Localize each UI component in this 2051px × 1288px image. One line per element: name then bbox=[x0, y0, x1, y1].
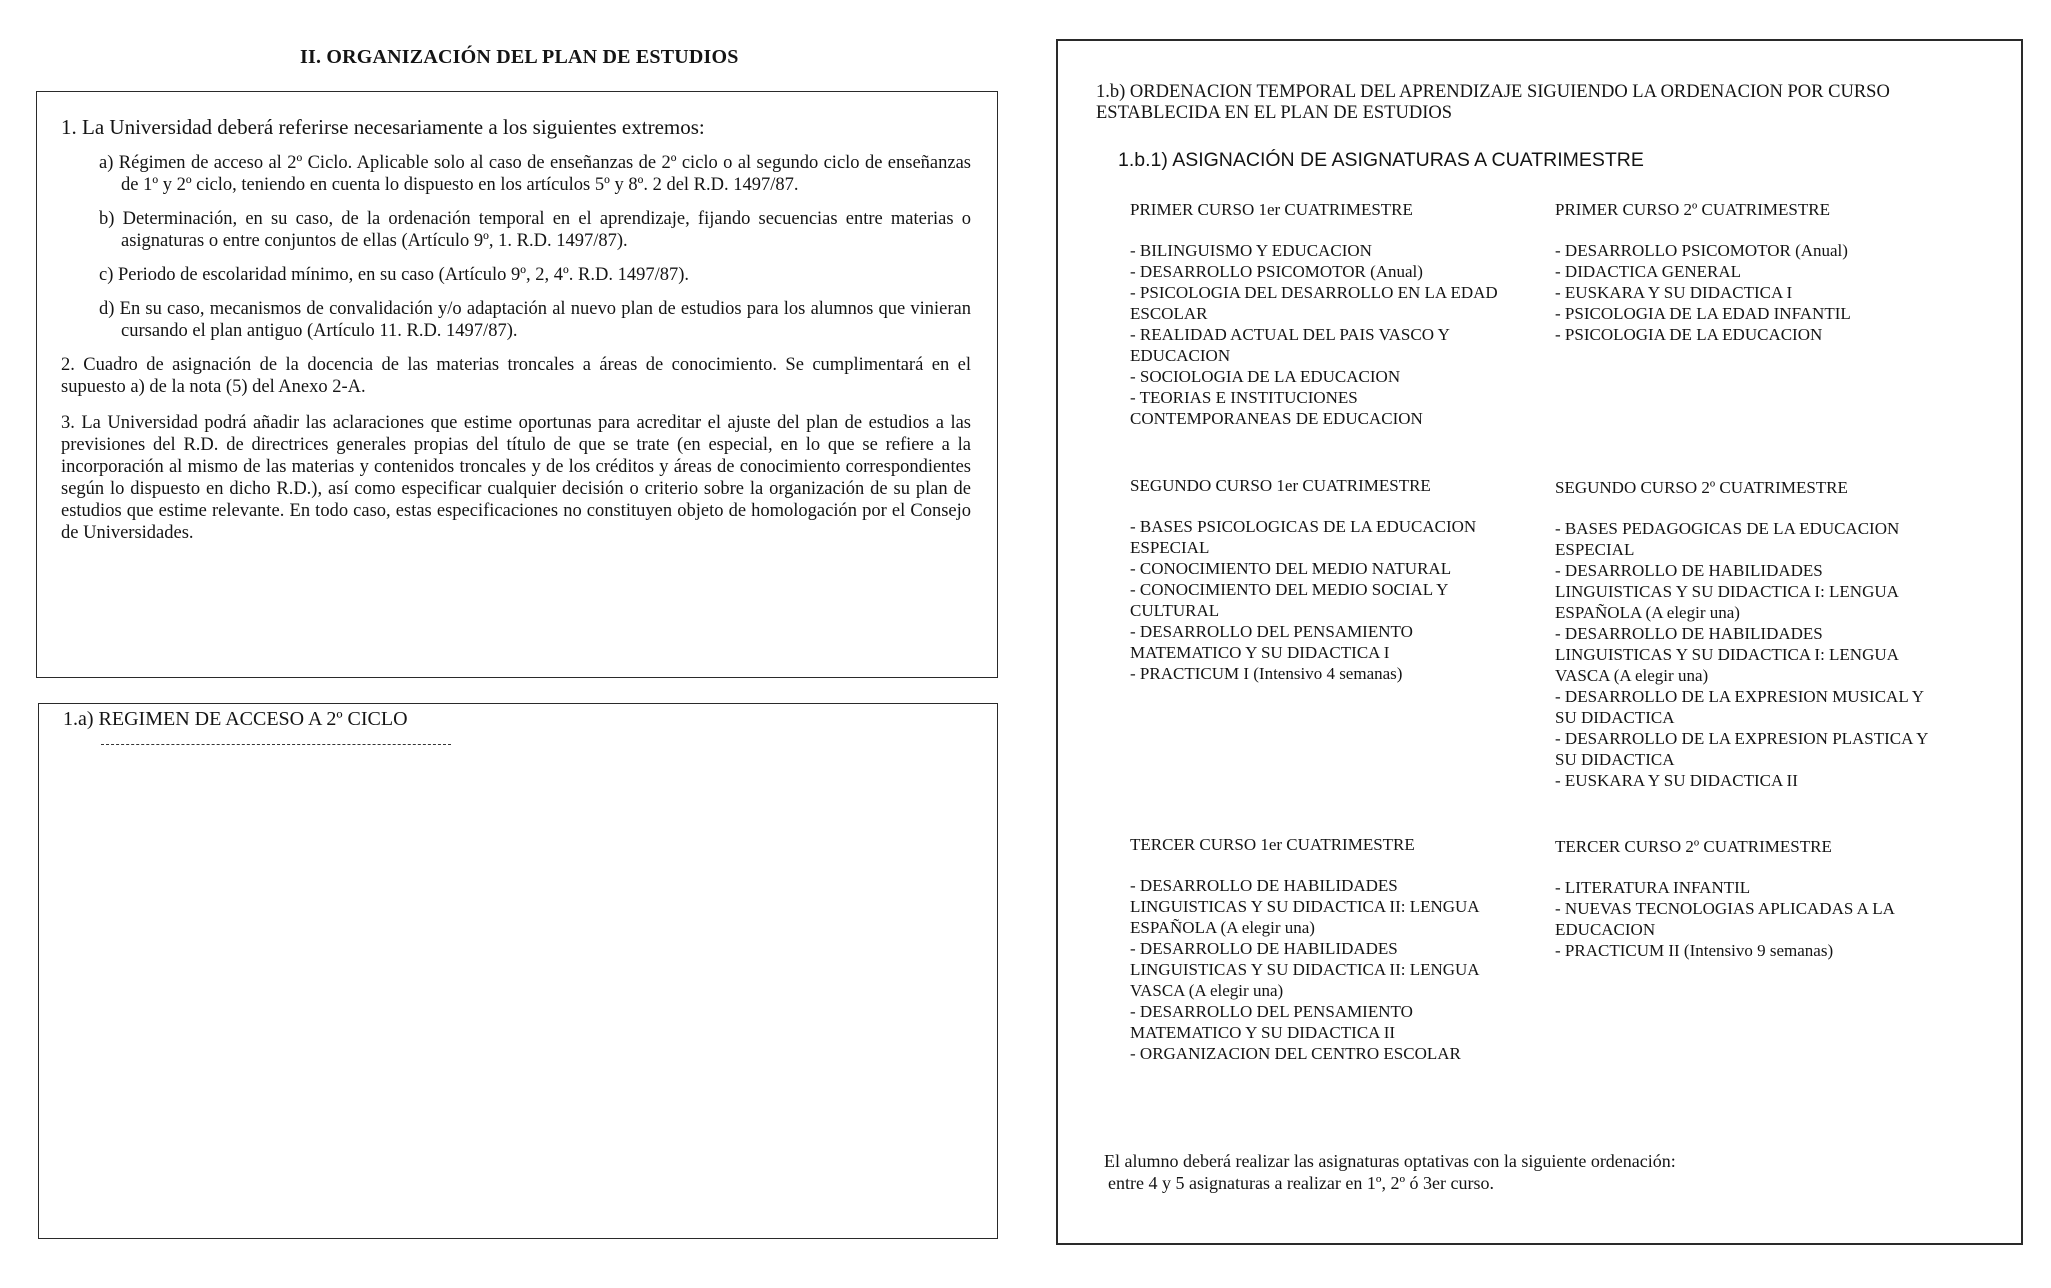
subject-list: - BASES PSICOLOGICAS DE LA EDUCACION ESPECIAL - CONOCIMIENTO DEL MEDIO NATURAL - CONOCIMIENTO DEL MEDIO SOCIAL Y CULTURAL - DESARROLLO DEL PENSAMIENTO MATEMATICO Y SU DIDACTICA I - PRACTICUM I (Intensivo 4 semanas) bbox=[1130, 517, 1477, 683]
semester-block bbox=[1130, 199, 1515, 429]
semester-block bbox=[1130, 475, 1515, 684]
dashed-divider bbox=[101, 744, 451, 745]
item-text: Régimen de acceso al 2º Ciclo. Aplicable solo al caso de enseñanzas de 2º ciclo o al segundo ciclo de enseñanzas de 1º y 2º ciclo, teniendo en cuenta lo dispuesto en los artículos 5º y 8º. 2 del R.D. 1497/87. bbox=[118, 153, 971, 195]
list-item bbox=[99, 298, 971, 342]
semester-title: SEGUNDO CURSO 2º CUATRIMESTRE bbox=[1555, 478, 1848, 497]
list-item bbox=[99, 152, 971, 196]
item-label: a) bbox=[99, 153, 114, 173]
section-heading bbox=[1096, 82, 1976, 124]
instructions-box bbox=[36, 91, 998, 678]
item-text: Periodo de escolaridad mínimo, en su caso (Artículo 9º, 2, 4º. R.D. 1497/87). bbox=[118, 265, 689, 285]
paragraph-2: 2. Cuadro de asignación de la docencia de las materias troncales a áreas de conocimiento. Se cumplimentará en el supuesto a) de la nota (5) del Anexo 2-A. bbox=[61, 355, 971, 397]
item-label: c) bbox=[99, 265, 114, 285]
subject-list: - DESARROLLO DE HABILIDADES LINGUISTICAS Y SU DIDACTICA II: LENGUA ESPAÑOLA (A elegir una) - DESARROLLO DE HABILIDADES LINGUISTICAS Y SU DIDACTICA II: LENGUA VASCA (A elegir una) - DESARROLLO DEL PENSAMIENTO MATEMATICO Y SU DIDACTICA II - ORGANIZACION DEL CENTRO ESCOLAR bbox=[1130, 876, 1479, 1063]
semester-title: PRIMER CURSO 2º CUATRIMESTRE bbox=[1555, 200, 1830, 219]
page-title: II. ORGANIZACIÓN DEL PLAN DE ESTUDIOS bbox=[300, 46, 739, 68]
item-text: En su caso, mecanismos de convalidación y/o adaptación al nuevo plan de estudios para los alumnos que vinieran cursando el plan antiguo (Artículo 11. R.D. 1497/87). bbox=[119, 299, 972, 341]
semester-block bbox=[1555, 836, 1940, 961]
paragraph-3: 3. La Universidad podrá añadir las aclaraciones que estime oportunas para acreditar el ajuste del plan de estudios a las previsiones del R.D. de directrices generales propias del título de que se trate (en especial, en lo que se refiere a la incorporación al mismo de las materias y contenidos troncales y de los créditos y áreas de conocimiento correspondientes según lo dispuesto en dicho R.D.), así como especificar cualquier decisión o criterio sobre la organización de su plan de estudios que estime relevante. En todo caso, estas especificaciones no constituyen objeto de homologación por el Consejo de Universidades. bbox=[61, 413, 971, 543]
item-label: b) bbox=[99, 209, 115, 229]
heading-line: 1.b) ORDENACION TEMPORAL DEL APRENDIZAJE SIGUIENDO LA ORDENACION POR CURSO bbox=[1096, 82, 1890, 102]
note-line: El alumno deberá realizar las asignaturas optativas con la siguiente ordenación: bbox=[1104, 1151, 1676, 1171]
item-label: d) bbox=[99, 299, 115, 319]
semester-title: SEGUNDO CURSO 1er CUATRIMESTRE bbox=[1130, 476, 1431, 495]
subject-list: - LITERATURA INFANTIL - NUEVAS TECNOLOGIAS APLICADAS A LA EDUCACION - PRACTICUM II (Intensivo 9 semanas) bbox=[1555, 878, 1894, 960]
list-item bbox=[99, 264, 971, 286]
subject-list: - DESARROLLO PSICOMOTOR (Anual) - DIDACTICA GENERAL - EUSKARA Y SU DIDACTICA I - PSICOLOGIA DE LA EDAD INFANTIL - PSICOLOGIA DE LA EDUCACION bbox=[1555, 241, 1851, 344]
regimen-box bbox=[38, 703, 998, 1239]
regimen-title: 1.a) REGIMEN DE ACCESO A 2º CICLO bbox=[63, 708, 408, 730]
subject-list: - BASES PEDAGOGICAS DE LA EDUCACION ESPECIAL - DESARROLLO DE HABILIDADES LINGUISTICAS Y SU DIDACTICA I: LENGUA ESPAÑOLA (A elegir una) - DESARROLLO DE HABILIDADES LINGUISTICAS Y SU DIDACTICA I: LENGUA VASCA (A elegir una) - DESARROLLO DE LA EXPRESION MUSICAL Y SU DIDACTICA - DESARROLLO DE LA EXPRESION PLASTICA Y SU DIDACTICA - EUSKARA Y SU DIDACTICA II bbox=[1555, 519, 1928, 790]
semester-block bbox=[1555, 477, 1940, 791]
item-text: Determinación, en su caso, de la ordenación temporal en el aprendizaje, fijando secuencias entre materias o asignaturas o entre conjuntos de ellas (Artículo 9º, 1. R.D. 1497/87). bbox=[121, 209, 972, 251]
semester-block bbox=[1130, 834, 1515, 1064]
semester-block bbox=[1555, 199, 1940, 345]
semester-title: TERCER CURSO 1er CUATRIMESTRE bbox=[1130, 835, 1415, 854]
heading-line: ESTABLECIDA EN EL PLAN DE ESTUDIOS bbox=[1096, 103, 1452, 123]
intro-text: 1. La Universidad deberá referirse necesariamente a los siguientes extremos: bbox=[61, 115, 705, 139]
optativas-note bbox=[1104, 1150, 1984, 1194]
section-subheading: 1.b.1) ASIGNACIÓN DE ASIGNATURAS A CUATRIMESTRE bbox=[1118, 149, 1644, 171]
subject-list: - BILINGUISMO Y EDUCACION - DESARROLLO PSICOMOTOR (Anual) - PSICOLOGIA DEL DESARROLLO EN LA EDAD ESCOLAR - REALIDAD ACTUAL DEL PAIS VASCO Y EDUCACION - SOCIOLOGIA DE LA EDUCACION - TEORIAS E INSTITUCIONES CONTEMPORANEAS DE EDUCACION bbox=[1130, 241, 1498, 428]
semester-title: TERCER CURSO 2º CUATRIMESTRE bbox=[1555, 837, 1832, 856]
list-item bbox=[99, 208, 971, 252]
semester-title: PRIMER CURSO 1er CUATRIMESTRE bbox=[1130, 200, 1413, 219]
note-line: entre 4 y 5 asignaturas a realizar en 1º, 2º ó 3er curso. bbox=[1108, 1173, 1495, 1193]
